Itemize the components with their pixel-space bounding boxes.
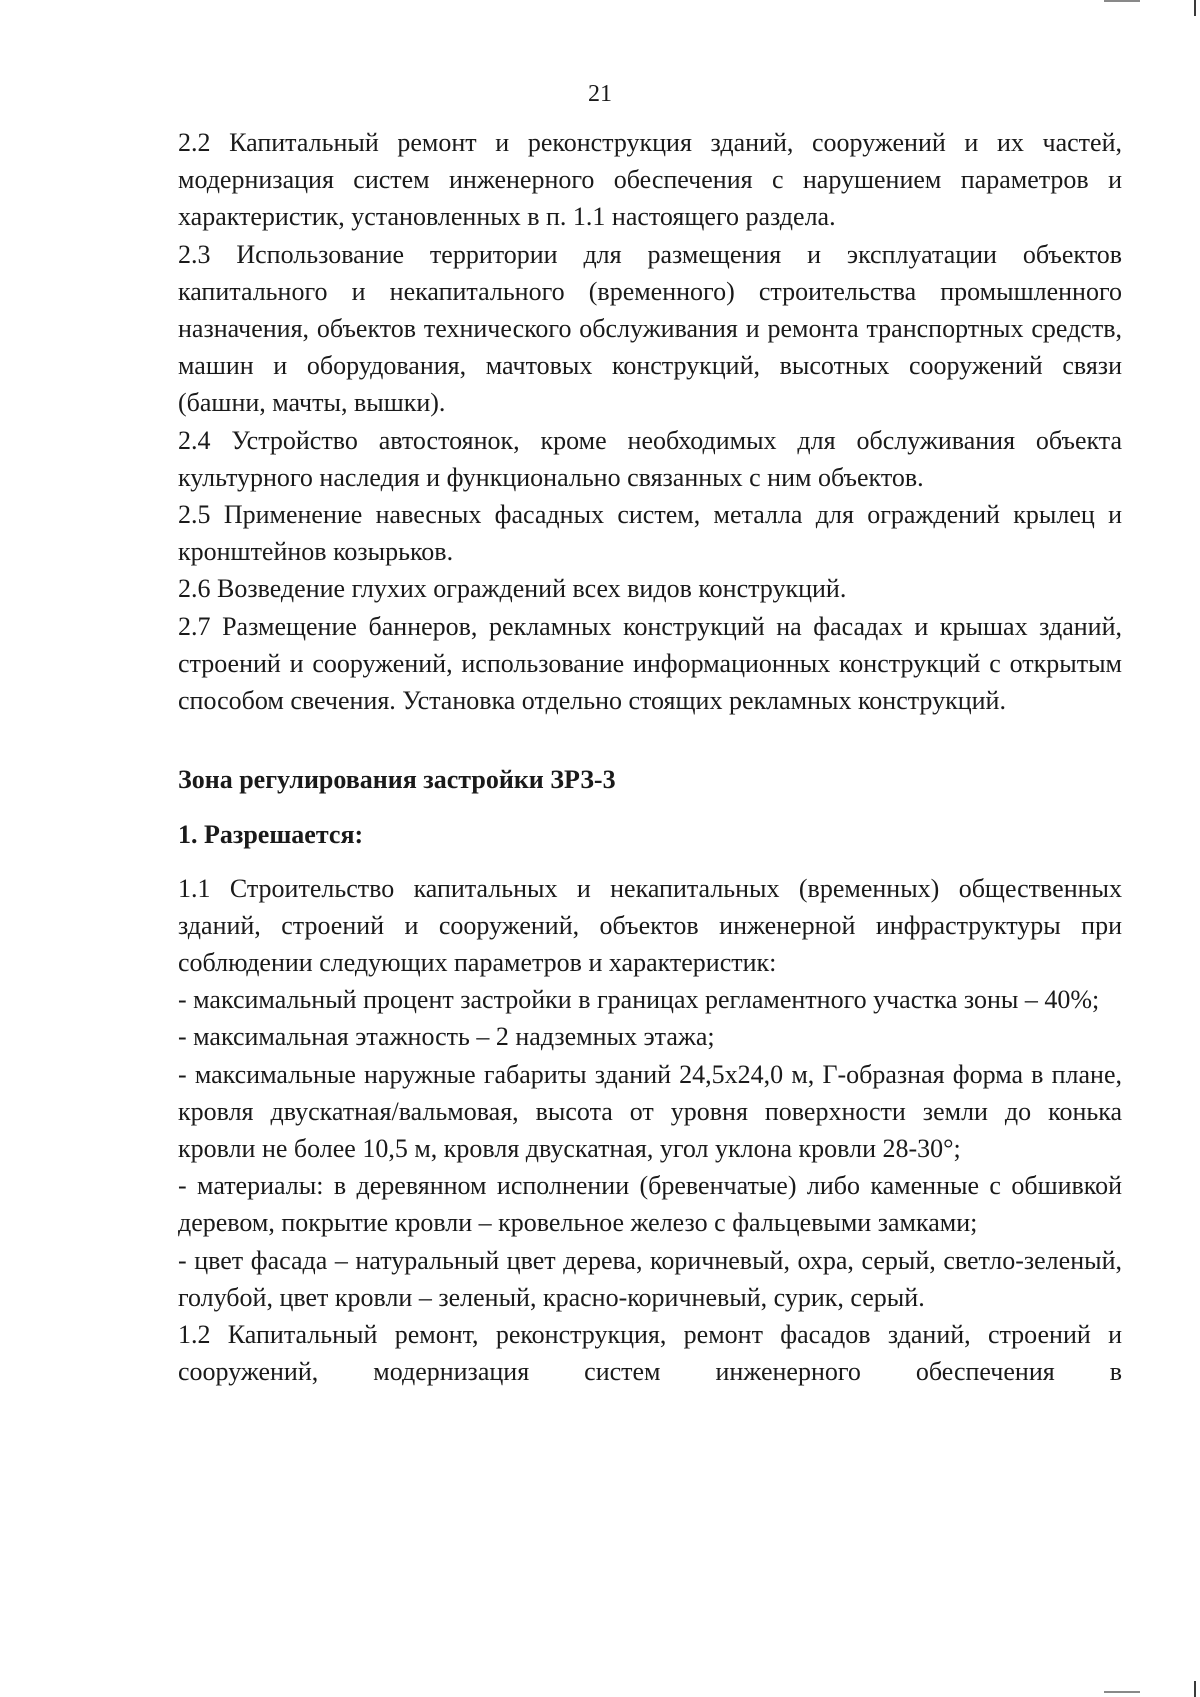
paragraph-2-5: 2.5 Применение навесных фасадных систем, металла для ограждений крылец и кронштейнов козырьков. (178, 500, 1122, 567)
paragraph-2-3: 2.3 Использование территории для размещения и эксплуатации объектов капитального и некапитального (временного) строительства промышленного назначения, объектов технического обслуживания и ремонта транспортных средств, машин и оборудования, мачтовых конструкций, высотных сооружений связи (башни, мачты, вышки). (178, 239, 1122, 418)
paragraph-1-1: 1.1 Строительство капитальных и некапитальных (временных) общественных зданий, строений и сооружений, объектов инженерной инфраструктуры при соблюдении следующих параметров и характеристик: (178, 873, 1122, 978)
list-item-dimensions: - максимальные наружные габариты зданий 24,5х24,0 м, Г-образная форма в плане, кровля двускатная/вальмовая, высота от уровня поверхности земли до конька кровли не более 10,5 м, кровля двускатная, угол уклона кровли 28-30°; (178, 1059, 1122, 1164)
list-item-colors: - цвет фасада – натуральный цвет дерева, коричневый, охра, серый, светло-зеленый, голубой, цвет кровли – зеленый, красно-коричневый, сурик, серый. (178, 1245, 1122, 1312)
paragraph-2-2: 2.2 Капитальный ремонт и реконструкция зданий, сооружений и их частей, модернизация систем инженерного обеспечения с нарушением параметров и характеристик, установленных в п. 1.1 настоящего раздела. (178, 128, 1122, 232)
scan-edge-mark-bottom (1194, 1681, 1196, 1697)
list-item-materials: - материалы: в деревянном исполнении (бревенчатые) либо каменные с обшивкой деревом, покрытие кровли – кровельное железо с фальцевыми замками; (178, 1171, 1122, 1238)
zone-heading: Зона регулирования застройки ЗРЗ-3 (178, 765, 616, 795)
scan-edge-mark-bottom-ticks (1104, 1691, 1140, 1693)
paragraph-2-6: 2.6 Возведение глухих ограждений всех видов конструкций. (178, 574, 847, 604)
list-item-floors: - максимальная этажность – 2 надземных этажа; (178, 1022, 715, 1052)
scan-edge-mark-top (1194, 0, 1196, 16)
list-item-building-percent: - максимальный процент застройки в границах регламентного участка зоны – 40%; (178, 985, 1100, 1015)
scan-edge-mark-top-ticks (1104, 0, 1140, 2)
page-number: 21 (588, 81, 612, 107)
document-body (178, 124, 1122, 1391)
paragraph-1-2: 1.2 Капитальный ремонт, реконструкция, ремонт фасадов зданий, строений и сооружений, модернизация систем инженерного обеспечения в (178, 1320, 1122, 1387)
paragraph-2-7: 2.7 Размещение баннеров, рекламных конструкций на фасадах и крышах зданий, строений и сооружений, использование информационных конструкций с открытым способом свечения. Установка отдельно стоящих рекламных конструкций. (178, 611, 1122, 716)
section-heading-allowed: 1. Разрешается: (178, 820, 364, 850)
paragraph-2-4: 2.4 Устройство автостоянок, кроме необходимых для обслуживания объекта культурного наследия и функционально связанных с ним объектов. (178, 425, 1122, 492)
